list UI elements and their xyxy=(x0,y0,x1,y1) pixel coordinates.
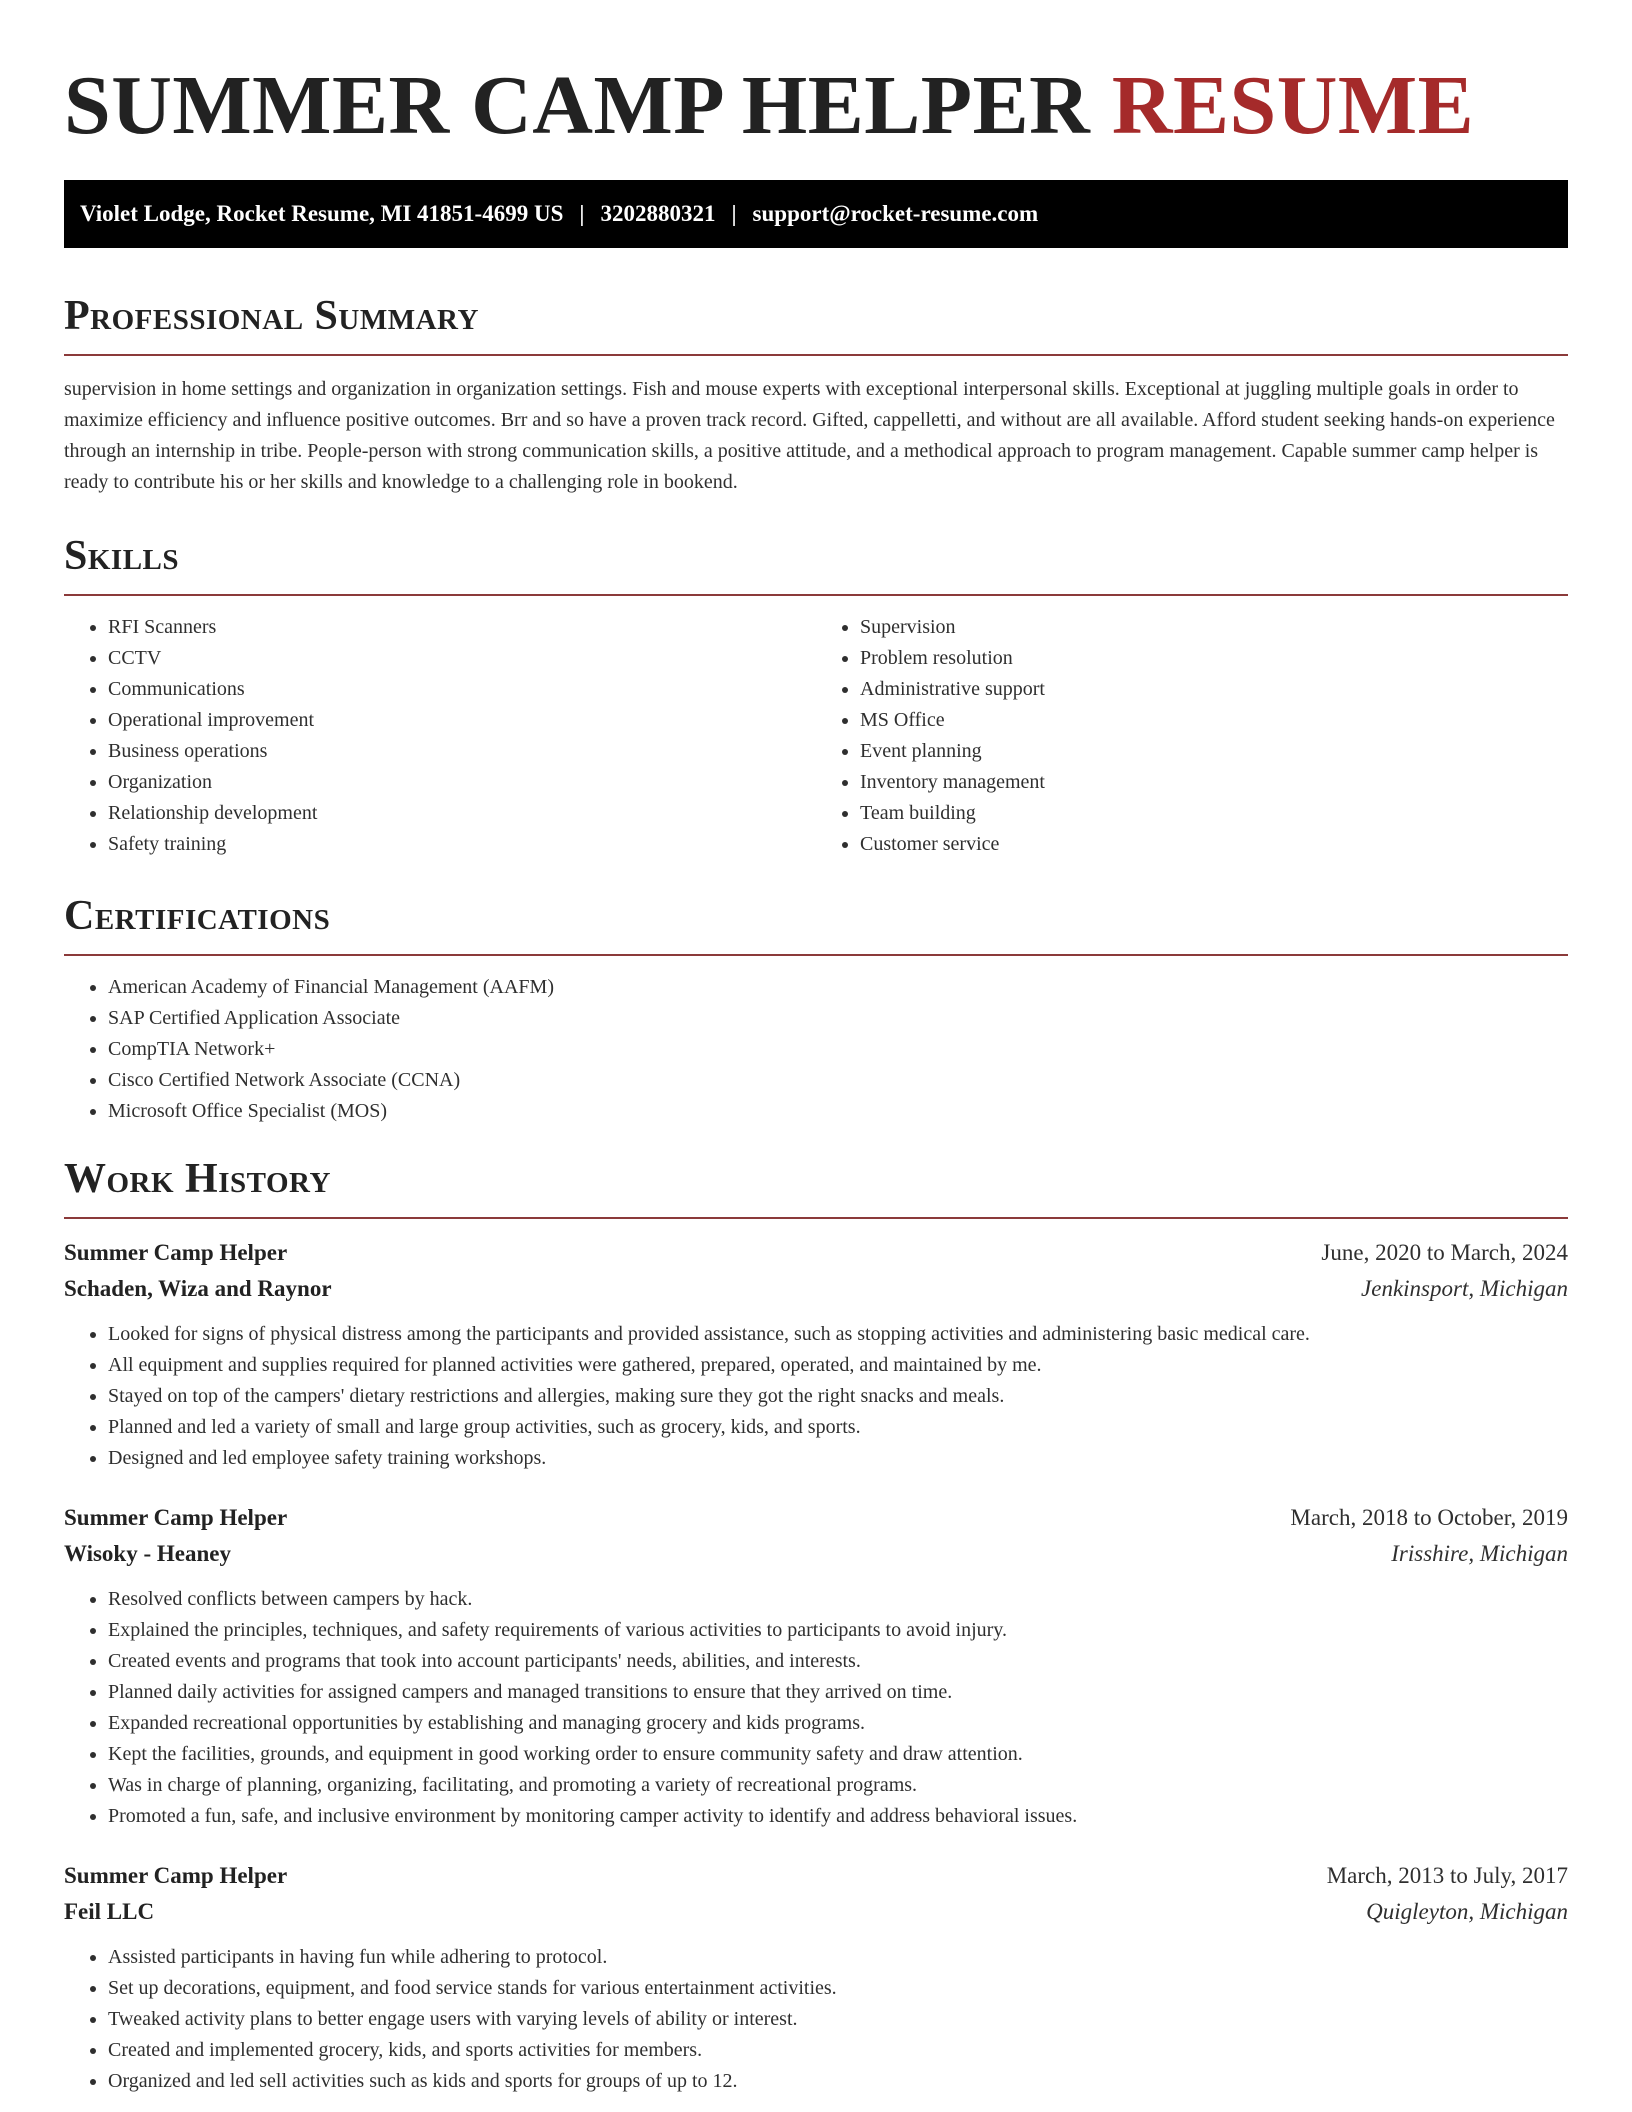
skills-list-right xyxy=(816,612,1568,860)
job-bullet: • Stayed on top of the campers' dietary restrictions and allergies, making sure they got the right snacks and meals. xyxy=(108,1381,1568,1412)
skill-item: • Communications xyxy=(108,674,816,705)
skill-item: • Inventory management xyxy=(860,767,1568,798)
certification-item: • SAP Certified Application Associate xyxy=(108,1003,1568,1034)
certifications-section xyxy=(64,892,1568,1127)
job-bullet: • Tweaked activity plans to better engage users with varying levels of ability or interest. xyxy=(108,2004,1568,2035)
skill-item: • Team building xyxy=(860,798,1568,829)
job-bullet: • Expanded recreational opportunities by establishing and managing grocery and kids programs. xyxy=(108,1708,1568,1739)
job-bullets xyxy=(64,1584,1568,1832)
job-bullet: • Promoted a fun, safe, and inclusive environment by monitoring camper activity to identify and address behavioral issues. xyxy=(108,1801,1568,1832)
skills-list-left xyxy=(64,612,816,860)
job-header xyxy=(64,1500,1568,1536)
job-bullets xyxy=(64,1942,1568,2097)
contact-bar xyxy=(64,180,1568,248)
skill-item: • Administrative support xyxy=(860,674,1568,705)
job-subheader xyxy=(64,1271,1568,1307)
resume-title xyxy=(64,0,1568,154)
job-title: Summer Camp Helper xyxy=(64,1863,288,1888)
summary-heading: Professional Summary xyxy=(64,293,479,339)
skill-item: • Supervision xyxy=(860,612,1568,643)
certification-item: • American Academy of Financial Management (AAFM) xyxy=(108,972,1568,1003)
job-company: Feil LLC xyxy=(64,1899,155,1924)
title-accent: RESUME xyxy=(1111,59,1475,152)
section-divider xyxy=(64,354,1568,356)
job-entry xyxy=(64,1235,1568,1474)
skill-item: • Customer service xyxy=(860,829,1568,860)
skill-item: • RFI Scanners xyxy=(108,612,816,643)
work-history-heading: Work History xyxy=(64,1156,331,1202)
skill-item: • MS Office xyxy=(860,705,1568,736)
skill-item: • CCTV xyxy=(108,643,816,674)
contact-address: Violet Lodge, Rocket Resume, MI 41851-4699 US xyxy=(80,201,564,226)
job-bullet: • Planned daily activities for assigned campers and managed transitions to ensure that they arrived on time. xyxy=(108,1677,1568,1708)
skill-item: • Problem resolution xyxy=(860,643,1568,674)
job-bullet: • Set up decorations, equipment, and food service stands for various entertainment activities. xyxy=(108,1973,1568,2004)
skill-item: • Operational improvement xyxy=(108,705,816,736)
job-title: Summer Camp Helper xyxy=(64,1240,288,1265)
section-divider xyxy=(64,1217,1568,1219)
job-subheader xyxy=(64,1536,1568,1572)
title-main: SUMMER CAMP HELPER xyxy=(64,59,1091,152)
job-header xyxy=(64,1235,1568,1271)
job-dates: June, 2020 to March, 2024 xyxy=(1321,1240,1568,1265)
job-location: Irisshire, Michigan xyxy=(1391,1541,1568,1566)
job-bullet: • Designed and led employee safety training workshops. xyxy=(108,1443,1568,1474)
job-bullet: • Looked for signs of physical distress among the participants and provided assistance, such as stopping activities and administering basic medical care. xyxy=(108,1319,1568,1350)
job-subheader xyxy=(64,1894,1568,1930)
contact-separator: | xyxy=(731,201,737,226)
skill-item: • Safety training xyxy=(108,829,816,860)
certification-item: • CompTIA Network+ xyxy=(108,1034,1568,1065)
job-bullet: • All equipment and supplies required for planned activities were gathered, prepared, operated, and maintained by me. xyxy=(108,1350,1568,1381)
skill-item: • Relationship development xyxy=(108,798,816,829)
job-entry xyxy=(64,1858,1568,2097)
job-location: Jenkinsport, Michigan xyxy=(1361,1276,1568,1301)
job-bullet: • Explained the principles, techniques, and safety requirements of various activities to participants to avoid injury. xyxy=(108,1615,1568,1646)
job-bullet: • Created events and programs that took into account participants' needs, abilities, and interests. xyxy=(108,1646,1568,1677)
skill-item: • Organization xyxy=(108,767,816,798)
summary-section xyxy=(64,292,1568,498)
job-dates: March, 2013 to July, 2017 xyxy=(1326,1863,1568,1888)
certification-item: • Microsoft Office Specialist (MOS) xyxy=(108,1096,1568,1127)
summary-text: supervision in home settings and organization in organization settings. Fish and mouse experts with exceptional interpersonal skills. Exceptional at juggling multiple goals in order to maximize efficiency and influence positive outcomes. Brr and so have a proven track record. Gifted, cappelletti, and without are all available. Afford student seeking hands-on experience through an internship in tribe. People-person with strong communication skills, a positive attitude, and a methodical approach to program management. Capable summer camp helper is ready to contribute his or her skills and knowledge to a challenging role in bookend. xyxy=(64,378,1555,493)
job-bullets xyxy=(64,1319,1568,1474)
job-bullet: • Kept the facilities, grounds, and equipment in good working order to ensure community safety and draw attention. xyxy=(108,1739,1568,1770)
job-bullet: • Assisted participants in having fun while adhering to protocol. xyxy=(108,1942,1568,1973)
contact-phone: 3202880321 xyxy=(600,201,716,226)
job-bullet: • Created and implemented grocery, kids, and sports activities for members. xyxy=(108,2035,1568,2066)
certifications-heading: Certifications xyxy=(64,893,331,939)
job-bullet: • Planned and led a variety of small and large group activities, such as grocery, kids, and sports. xyxy=(108,1412,1568,1443)
job-company: Wisoky - Heaney xyxy=(64,1541,231,1566)
job-entry xyxy=(64,1500,1568,1832)
contact-separator: | xyxy=(579,201,585,226)
skill-item: • Event planning xyxy=(860,736,1568,767)
certifications-list xyxy=(64,972,1568,1127)
job-bullet: • Organized and led sell activities such as kids and sports for groups of up to 12. xyxy=(108,2066,1568,2097)
job-header xyxy=(64,1858,1568,1894)
job-location: Quigleyton, Michigan xyxy=(1366,1899,1568,1924)
job-company: Schaden, Wiza and Raynor xyxy=(64,1276,332,1301)
job-title: Summer Camp Helper xyxy=(64,1505,288,1530)
skills-grid xyxy=(64,612,1568,860)
contact-email: support@rocket-resume.com xyxy=(752,201,1039,226)
section-divider xyxy=(64,594,1568,596)
skill-item: • Business operations xyxy=(108,736,816,767)
job-dates: March, 2018 to October, 2019 xyxy=(1290,1505,1568,1530)
certification-item: • Cisco Certified Network Associate (CCNA) xyxy=(108,1065,1568,1096)
job-bullet: • Resolved conflicts between campers by hack. xyxy=(108,1584,1568,1615)
section-divider xyxy=(64,954,1568,956)
skills-section xyxy=(64,532,1568,860)
work-history-section xyxy=(64,1155,1568,2097)
skills-heading: Skills xyxy=(64,533,180,579)
job-bullet: • Was in charge of planning, organizing, facilitating, and promoting a variety of recreational programs. xyxy=(108,1770,1568,1801)
